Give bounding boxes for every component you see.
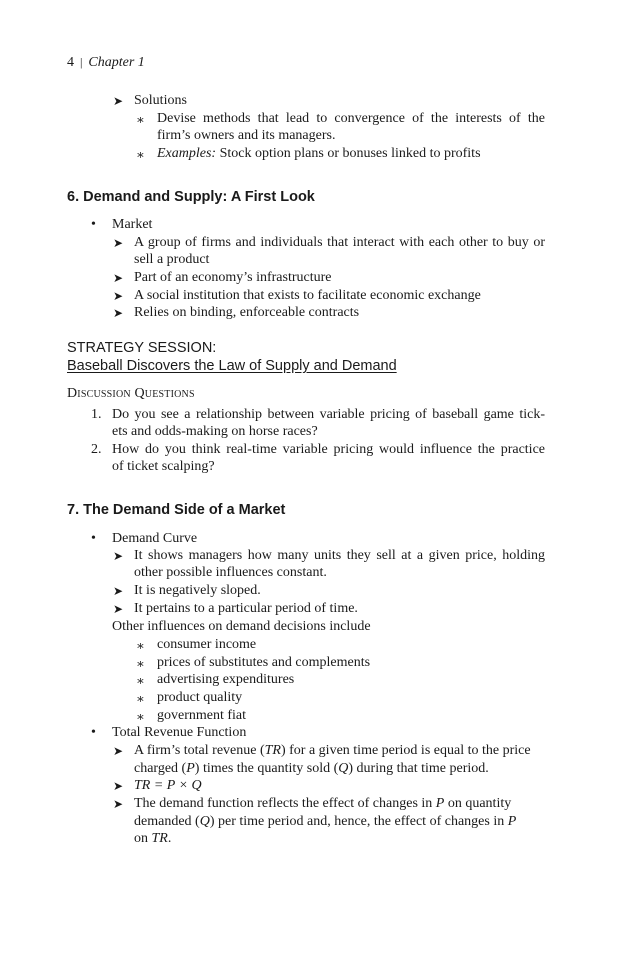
demand-curve-item-1-line-2: other possible influences constant.	[134, 565, 327, 580]
market-label: Market	[112, 217, 153, 232]
head-separator: |	[80, 55, 83, 69]
chapter-label: Chapter 1	[88, 55, 145, 70]
total-revenue-item-3-line-1	[134, 795, 511, 812]
asterisk-bullet-icon: ∗	[136, 709, 145, 724]
question-1-line-1: Do you see a relationship between variable pricing of baseball game tick-	[112, 407, 545, 422]
influence-item: government fiat	[157, 708, 247, 723]
round-bullet-icon: •	[91, 725, 96, 740]
tr-text-b: ) for a given time period is equal to the price	[280, 743, 531, 758]
arrow-bullet-icon: ➤	[113, 271, 124, 285]
arrow-bullet-icon: ➤	[113, 779, 124, 793]
tr-text-c: charged (	[134, 761, 187, 776]
question-number: 1.	[91, 407, 102, 422]
asterisk-bullet-icon: ∗	[136, 147, 145, 162]
df-text-c: demanded (	[134, 814, 200, 829]
demand-curve-item-1-line-1: It shows managers how many units they sell at a given price, holding	[134, 548, 545, 563]
influence-item: product quality	[157, 690, 243, 705]
influence-item: prices of substitutes and complements	[157, 655, 371, 670]
df-text-d: ) per time period and, hence, the effect of changes in	[209, 814, 508, 829]
strategy-session-label: STRATEGY SESSION:	[67, 340, 217, 356]
df-text-e: on	[134, 831, 152, 846]
df-text-b: on quantity	[444, 796, 512, 811]
section-7-heading: 7. The Demand Side of a Market	[67, 502, 286, 518]
arrow-bullet-icon: ➤	[113, 549, 124, 563]
solutions-item-1-line-1: Devise methods that lead to convergence of the interests of the	[157, 111, 545, 126]
question-number: 2.	[91, 442, 102, 457]
tr-symbol: TR	[151, 831, 168, 846]
asterisk-bullet-icon: ∗	[136, 673, 145, 688]
round-bullet-icon: •	[91, 217, 96, 232]
question-1-line-2: ets and odds-making on horse races?	[112, 424, 318, 439]
arrow-bullet-icon: ➤	[113, 289, 124, 303]
tr-symbol: TR	[264, 743, 281, 758]
tr-text-a: A firm’s total revenue (	[134, 743, 265, 758]
round-bullet-icon: •	[91, 531, 96, 546]
section-6-heading: 6. Demand and Supply: A First Look	[67, 189, 315, 205]
question-2-line-1: How do you think real-time variable pricing would influence the practice	[112, 442, 545, 457]
examples-text: Stock option plans or bonuses linked to profits	[216, 146, 481, 161]
asterisk-bullet-icon: ∗	[136, 691, 145, 706]
q-symbol: Q	[338, 761, 349, 776]
demand-curve-label: Demand Curve	[112, 531, 198, 546]
arrow-bullet-icon: ➤	[113, 744, 124, 758]
demand-curve-item-3: It pertains to a particular period of time.	[134, 601, 358, 616]
demand-curve-item-2: It is negatively sloped.	[134, 583, 261, 598]
market-item-2: Part of an economy’s infrastructure	[134, 270, 332, 285]
page-number: 4	[67, 55, 74, 70]
solutions-item-1-line-2: firm’s owners and its managers.	[157, 128, 336, 143]
running-head	[67, 55, 145, 71]
asterisk-bullet-icon: ∗	[136, 112, 145, 127]
influence-item: consumer income	[157, 637, 257, 652]
examples-label: Examples:	[157, 146, 217, 161]
total-revenue-label: Total Revenue Function	[112, 725, 247, 740]
arrow-bullet-icon: ➤	[113, 94, 124, 108]
q-symbol: Q	[199, 814, 210, 829]
market-item-4: Relies on binding, enforceable contracts	[134, 305, 360, 320]
influence-item: advertising expenditures	[157, 672, 295, 687]
other-influences-intro: Other influences on demand decisions include	[112, 619, 371, 634]
total-revenue-item-1-line-1	[134, 742, 531, 759]
asterisk-bullet-icon: ∗	[136, 638, 145, 653]
total-revenue-item-1-line-2	[134, 760, 489, 777]
p-symbol: P	[186, 761, 195, 776]
question-2-line-2: of ticket scalping?	[112, 459, 215, 474]
discussion-questions-heading: Discussion Questions	[67, 386, 195, 401]
solutions-label: Solutions	[134, 93, 187, 108]
arrow-bullet-icon: ➤	[113, 584, 124, 598]
tr-text-e: ) during that time period.	[348, 761, 489, 776]
solutions-item-2	[157, 145, 481, 162]
tr-formula: TR = P × Q	[134, 778, 202, 793]
market-item-1-line-1: A group of firms and individuals that interact with each other to buy or	[134, 235, 545, 250]
p-symbol: P	[435, 796, 445, 811]
df-text-f: .	[167, 831, 172, 846]
df-text-a: The demand function reflects the effect of changes in	[134, 796, 436, 811]
market-item-3: A social institution that exists to facilitate economic exchange	[134, 288, 481, 303]
total-revenue-item-3-line-3	[134, 830, 171, 847]
total-revenue-item-3-line-2	[134, 813, 516, 830]
arrow-bullet-icon: ➤	[113, 602, 124, 616]
arrow-bullet-icon: ➤	[113, 797, 124, 811]
market-item-1-line-2: sell a product	[134, 252, 210, 267]
arrow-bullet-icon: ➤	[113, 306, 124, 320]
asterisk-bullet-icon: ∗	[136, 656, 145, 671]
tr-text-d: ) times the quantity sold (	[194, 761, 339, 776]
arrow-bullet-icon: ➤	[113, 236, 124, 250]
strategy-session-title: Baseball Discovers the Law of Supply and Demand	[67, 358, 397, 374]
p-symbol: P	[507, 814, 517, 829]
